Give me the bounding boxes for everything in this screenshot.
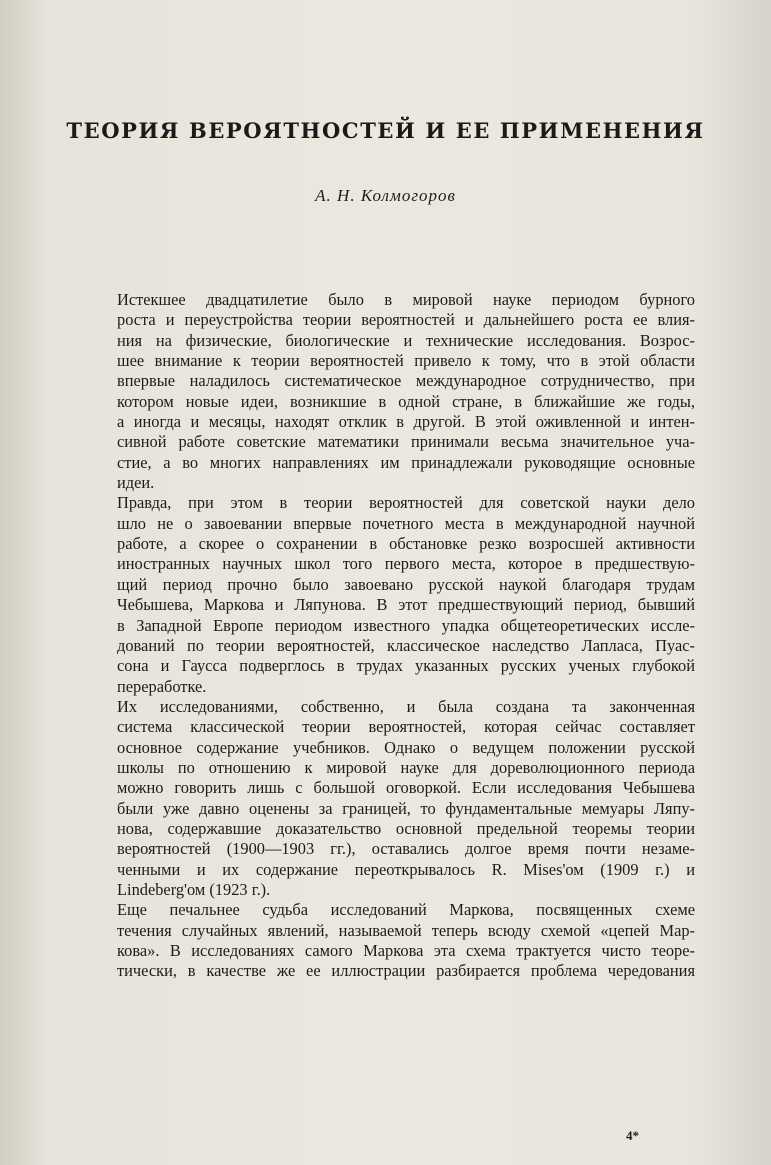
paragraph [117, 493, 695, 696]
text-line: Еще печальнее судьба исследований Маркова, посвященных схеме [117, 900, 695, 920]
text-line: ния на физические, биологические и технические исследования. Возрос- [117, 330, 695, 350]
text-line: стие, а во многих направлениях им принадлежали руководящие основные [117, 452, 695, 472]
text-line: система классической теории вероятностей, которая сейчас составляет [117, 717, 695, 737]
text-line: Правда, при этом в теории вероятностей для советской науки дело [117, 493, 695, 513]
text-line: а иногда и месяцы, находят отклик в другой. В этой оживленной и интен- [117, 412, 695, 432]
paragraph [117, 900, 695, 981]
text-line: основное содержание учебников. Однако о ведущем положении русской [117, 737, 695, 757]
text-line: щий период прочно было завоевано русской наукой благодаря трудам [117, 574, 695, 594]
page-number: 4* [626, 1128, 639, 1143]
text-line: работе, а скорее о сохранении в обстановке резко возросшей активности [117, 534, 695, 554]
text-line: ченными и их содержание переоткрывалось R. Mises'ом (1909 г.) и [117, 859, 695, 879]
article-author: А. Н. Колмогоров [315, 186, 456, 205]
article-title: ТЕОРИЯ ВЕРОЯТНОСТЕЙ И ЕЕ ПРИМЕНЕНИЯ [66, 118, 705, 143]
text-line: идеи. [117, 473, 155, 493]
text-line: Их исследованиями, собственно, и была создана та законченная [117, 696, 695, 716]
text-line: сивной работе советские математики принимали весьма значительное уча- [117, 432, 695, 452]
text-line: дований по теории вероятностей, классическое наследство Лапласа, Пуас- [117, 635, 695, 655]
text-line: сона и Гаусса подверглось в трудах указанных русских ученых глубокой [117, 656, 695, 676]
text-line: шее внимание к теории вероятностей привело к тому, что в этой области [117, 351, 695, 371]
article-body [117, 290, 695, 982]
text-line: нова, содержавшие доказательство основной предельной теоремы теории [117, 818, 695, 838]
text-line: переработке. [117, 676, 207, 696]
text-line: шло не о завоевании впервые почетного места в международной научной [117, 513, 695, 533]
text-line: можно говорить лишь с большой оговоркой. Если исследования Чебышева [117, 778, 695, 798]
text-line: кова». В исследованиях самого Маркова эта схема трактуется чисто теоре- [117, 941, 695, 960]
text-line: вероятностей (1900—1903 гг.), оставались долгое время почти незаме- [117, 839, 695, 859]
text-line: тически, в качестве же ее иллюстрации разбирается проблема чередования [117, 961, 695, 981]
text-line: роста и переустройства теории вероятностей и дальнейшего роста ее влия- [117, 310, 695, 330]
text-line: в Западной Европе периодом известного упадка общетеоретических иссле- [117, 615, 695, 635]
text-line: были уже давно оценены за границей, то фундаментальные мемуары Ляпу- [117, 798, 695, 818]
text-line: школы по отношению к мировой науке для дореволюционного периода [117, 757, 695, 777]
text-line: течения случайных явлений, называемой теперь всюду схемой «цепей Мар- [117, 920, 695, 940]
paragraph [117, 697, 695, 900]
text-line: Истекшее двадцатилетие было в мировой науке периодом бурного [117, 290, 695, 309]
text-line: иностранных научных школ того первого места, которое в предшествую- [117, 554, 695, 574]
paragraph [117, 290, 695, 493]
text-line: Чебышева, Маркова и Ляпунова. В этот предшествующий период, бывший [117, 595, 695, 615]
text-line: котором новые идеи, возникшие в одной стране, в ближайшие же годы, [117, 391, 695, 411]
text-line: Lindeberg'ом (1923 г.). [117, 879, 271, 899]
text-line: впервые наладилось систематическое международное сотрудничество, при [117, 371, 695, 391]
